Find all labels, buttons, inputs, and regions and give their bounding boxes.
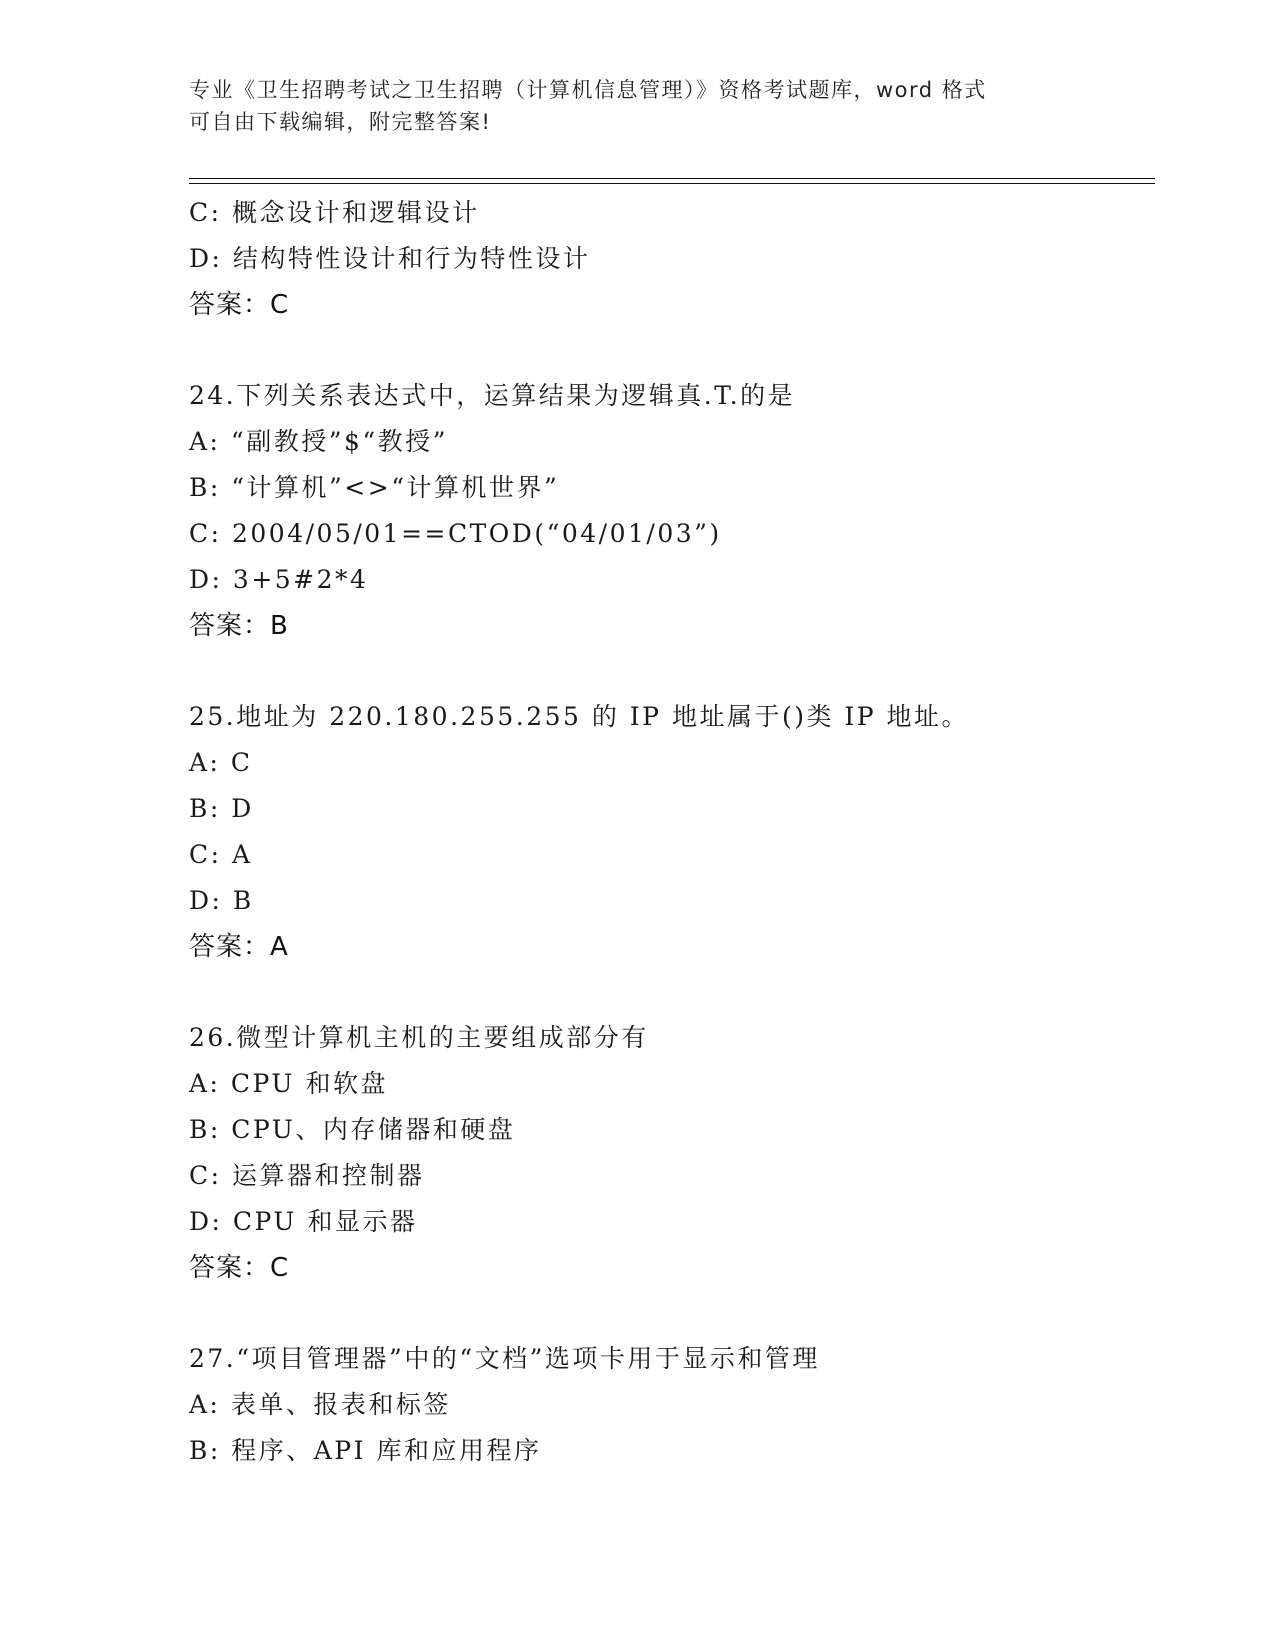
question-25 <box>189 694 1155 970</box>
option-d: D: CPU 和显示器 <box>189 1207 418 1236</box>
option-b: B: “计算机”<>“计算机世界” <box>189 473 560 502</box>
option-a: A: C <box>189 748 253 777</box>
header-divider-top <box>189 178 1155 179</box>
answer-line: 答案：C <box>189 290 290 320</box>
option-d: D: B <box>189 886 254 915</box>
option-a: A: CPU 和软盘 <box>189 1069 388 1098</box>
question-23-tail <box>189 190 1155 328</box>
header-line-2: 可自由下载编辑，附完整答案! <box>189 110 492 134</box>
question-stem: 27.“项目管理器”中的“文档”选项卡用于显示和管理 <box>189 1344 820 1373</box>
option-c: C: 2004/05/01==CTOD(“04/01/03”) <box>189 519 722 548</box>
question-26 <box>189 1015 1155 1291</box>
option-a: A: “副教授”$“教授” <box>189 427 448 456</box>
question-stem: 24.下列关系表达式中，运算结果为逻辑真.T.的是 <box>189 381 796 410</box>
option-a: A: 表单、报表和标签 <box>189 1390 451 1419</box>
header-line-1: 专业《卫生招聘考试之卫生招聘（计算机信息管理）》资格考试题库，word 格式 <box>189 78 987 102</box>
option-b: B: 程序、API 库和应用程序 <box>189 1436 542 1465</box>
option-d: D: 结构特性设计和行为特性设计 <box>189 244 591 273</box>
answer-line: 答案：C <box>189 1253 290 1283</box>
header-divider-bottom <box>189 183 1155 184</box>
question-24 <box>189 373 1155 649</box>
option-b: B: CPU、内存储器和硬盘 <box>189 1115 516 1144</box>
question-stem: 26.微型计算机主机的主要组成部分有 <box>189 1023 649 1052</box>
question-stem: 25.地址为 220.180.255.255 的 IP 地址属于()类 IP 地址。 <box>189 702 970 731</box>
question-27 <box>189 1336 1155 1474</box>
option-c: C: 概念设计和逻辑设计 <box>189 198 480 227</box>
option-c: C: 运算器和控制器 <box>189 1161 425 1190</box>
question-list <box>189 190 1155 1474</box>
option-b: B: D <box>189 794 254 823</box>
option-c: C: A <box>189 840 253 869</box>
answer-line: 答案：B <box>189 611 289 641</box>
answer-line: 答案：A <box>189 932 289 962</box>
document-header <box>189 74 1089 138</box>
option-d: D: 3+5#2*4 <box>189 565 369 594</box>
